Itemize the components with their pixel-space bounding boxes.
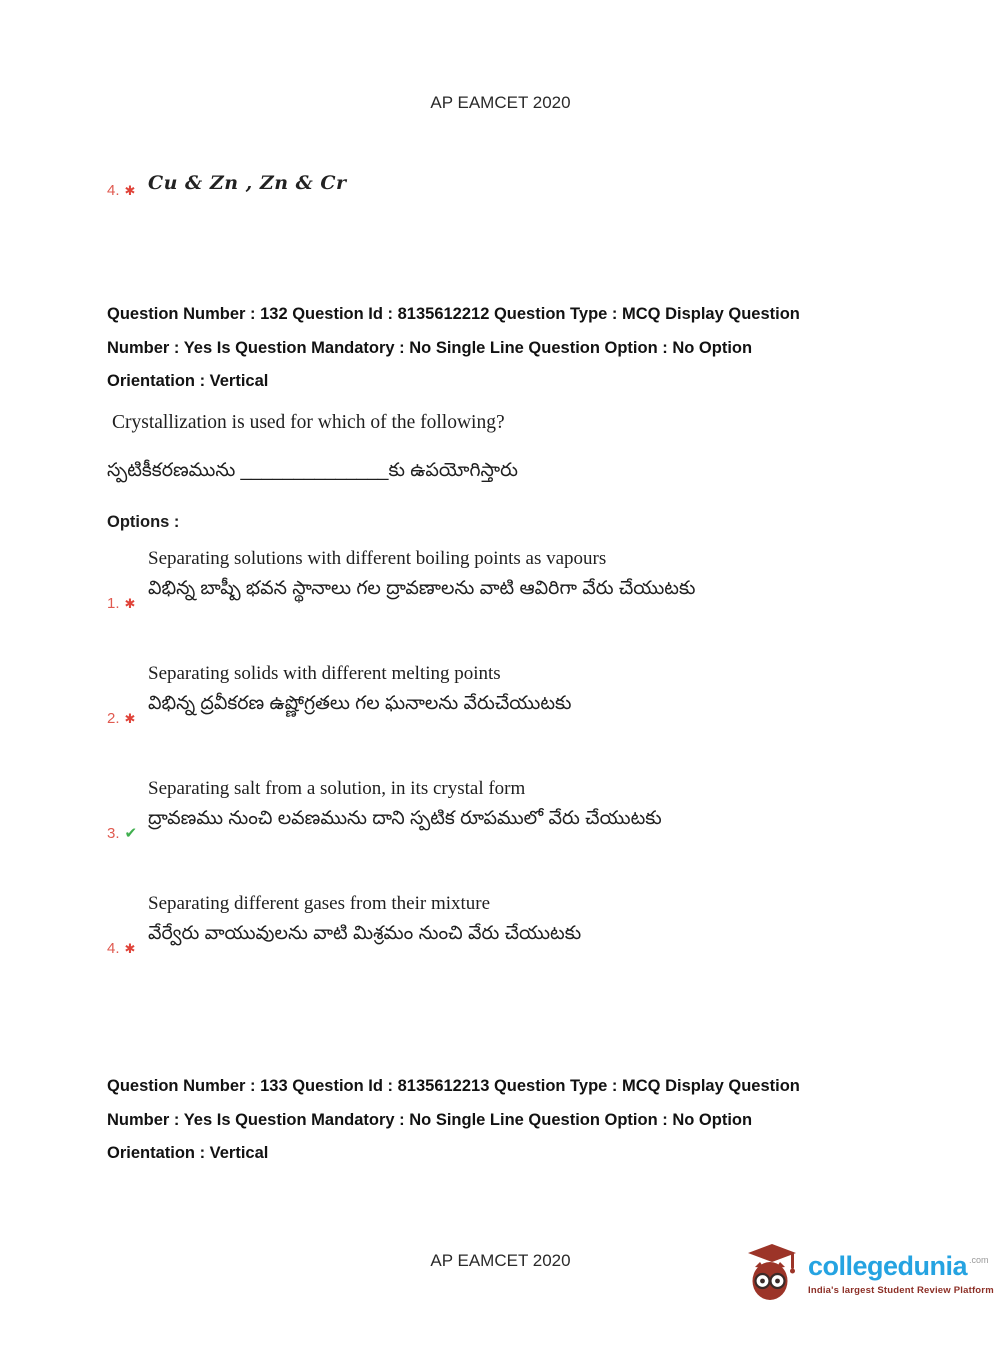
option-text-english: Separating different gases from their mixture [148,892,491,914]
options-list [107,547,885,957]
option-number: 1. [107,594,120,612]
question-text-telugu: స్పటికీకరణమును ______________కు ఉపయోగిస్తారు [107,459,518,481]
option-marker [107,940,148,958]
option-marker [107,824,148,843]
option-4 [107,892,885,957]
question-meta-line: Number : Yes Is Question Mandatory : No Single Line Question Option : No Option [107,1110,753,1129]
previous-question-option-4 [107,172,347,199]
question-meta-line: Question Number : 133 Question Id : 8135612213 Question Type : MCQ Display Question [107,1077,800,1095]
collegedunia-logo [746,1243,994,1305]
page-footer-title: AP EAMCET 2020 [430,1251,571,1270]
option-1 [107,547,885,612]
question-text-english: Crystallization is used for which of the following? [112,411,505,433]
options-label: Options : [107,512,180,531]
option-text-telugu: విభిన్న ద్రవీకరణ ఉష్ణోగ్రతలు గల ఘనాలను వేరుచేయుటకు [148,692,572,714]
option-number: 3. [107,824,120,842]
option-body [148,663,885,719]
wrong-answer-icon: ✱ [124,183,136,198]
question-meta-line: Question Number : 132 Question Id : 8135612212 Question Type : MCQ Display Question [107,305,800,323]
question-133-block [107,1070,885,1171]
wrong-answer-icon: ✱ [124,710,136,726]
option-text-chemistry: Cu & Zn , Zn & Cr [148,172,347,194]
option-body [148,548,885,604]
question-meta-line: Orientation : Vertical [107,1144,269,1162]
page-header-title: AP EAMCET 2020 [430,93,571,112]
option-text-telugu: విభిన్న బాష్పీ భవన స్థానాలు గల ద్రావణాలను వాటి ఆవిరిగా వేరు చేయుటకు [148,577,696,599]
option-body [148,778,885,834]
logo-tagline: India's largest Student Review Platform [808,1284,994,1296]
logo-text [808,1250,994,1296]
option-number: 4. [107,939,120,957]
option-body [148,893,885,949]
collegedunia-owl-icon [746,1243,798,1305]
logo-brand-name: collegedunia [808,1250,968,1281]
option-marker [107,595,148,613]
option-marker [107,710,148,728]
option-marker [107,182,148,200]
option-text-english: Separating salt from a solution, in its crystal form [148,777,526,799]
question-meta-line: Orientation : Vertical [107,372,269,390]
option-3-correct [107,777,885,842]
option-text-telugu: ద్రావణము నుంచి లవణమును దాని స్పటిక రూపములో వేరు చేయుటకు [148,807,662,829]
option-text-english: Separating solutions with different boiling points as vapours [148,547,607,569]
question-meta-line: Number : Yes Is Question Mandatory : No Single Line Question Option : No Option [107,338,753,357]
wrong-answer-icon: ✱ [124,595,136,611]
wrong-answer-icon: ✱ [124,940,136,956]
option-number: 4. [107,182,120,199]
correct-answer-icon: ✔ [124,824,138,842]
option-number: 2. [107,709,120,727]
option-text-english: Separating solids with different melting points [148,662,501,684]
logo-domain-suffix: .com [969,1254,989,1265]
question-132-block [107,298,885,1008]
option-text-telugu: వేర్వేరు వాయువులను వాటి మిశ్రమం నుంచి వేరు చేయుటకు [148,922,582,944]
option-2 [107,662,885,727]
